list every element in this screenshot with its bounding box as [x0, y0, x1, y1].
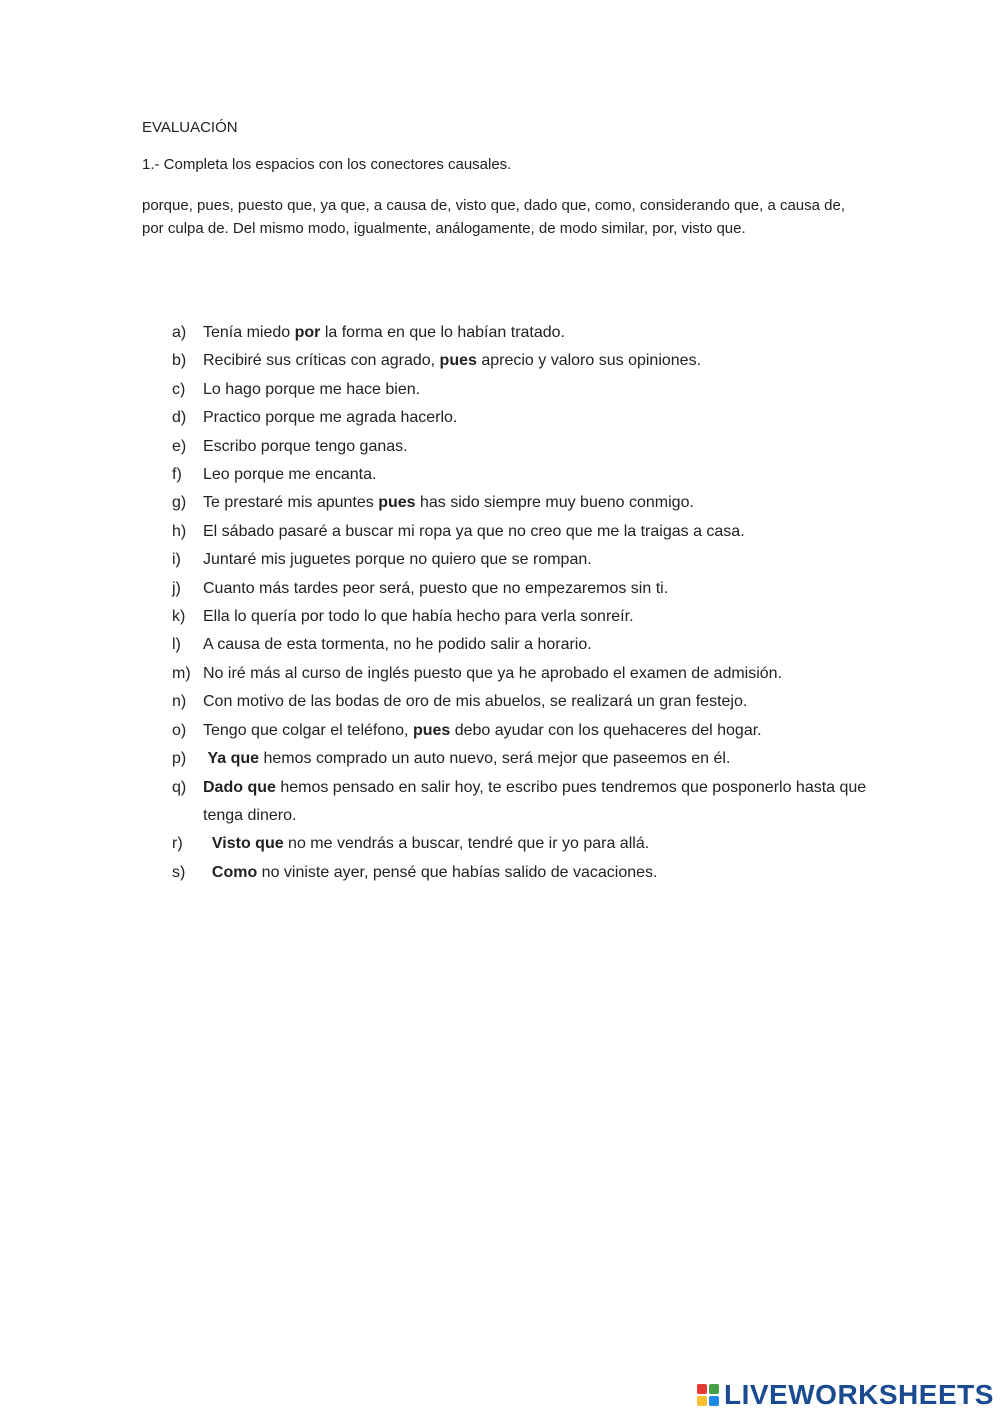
exercise-item — [172, 660, 872, 688]
item-label: h) — [172, 522, 187, 540]
sentence-end: aprecio y valoro sus opiniones. — [476, 352, 702, 370]
sentence-end: la forma en que lo habían tratado. — [320, 324, 565, 341]
item-sentence — [203, 319, 872, 347]
connector-answer: pues — [412, 721, 451, 739]
exercise-item — [172, 518, 872, 546]
item-label: g) — [172, 494, 187, 512]
exercise-item — [172, 774, 872, 831]
sentence-end: hemos comprado un auto nuevo, será mejor que paseemos en él. — [259, 750, 731, 768]
item-sentence — [203, 830, 872, 858]
item-label: n) — [172, 693, 187, 711]
connector-answer: Como — [211, 863, 258, 881]
logo-text: LIVEWORKSHEETS — [724, 1379, 994, 1410]
exercise-item — [172, 830, 872, 858]
connector-answer: Visto que — [211, 835, 284, 853]
item-label: a) — [172, 324, 187, 341]
item-label: d) — [172, 409, 187, 427]
exercise-item — [172, 404, 872, 432]
item-label: c) — [172, 380, 186, 398]
item-sentence — [203, 404, 872, 432]
sentence-end: debo ayudar con los quehaceres del hogar. — [450, 721, 762, 739]
exercise-item — [172, 575, 872, 603]
logo-square — [709, 1384, 719, 1394]
exercise-item — [172, 461, 872, 489]
sentence-start: A causa de esta tormenta, no he podido salir a horario. — [203, 636, 592, 654]
item-sentence — [203, 575, 872, 603]
exercise-item — [172, 603, 872, 631]
item-sentence — [203, 489, 872, 517]
connector-answer: por — [294, 324, 321, 341]
sentence-start: Recibiré sus críticas con agrado, — [203, 352, 440, 370]
logo-square — [697, 1384, 707, 1394]
item-sentence — [203, 859, 872, 887]
item-label: f) — [172, 466, 182, 484]
item-sentence — [203, 433, 872, 461]
exercise-item — [172, 347, 872, 375]
item-sentence — [203, 631, 872, 659]
logo-squares-icon — [697, 1384, 719, 1406]
logo-square — [697, 1396, 707, 1406]
exercise-item — [172, 631, 872, 659]
page-title: EVALUACIÓN — [142, 119, 238, 136]
sentence-start: Juntaré mis juguetes porque no quiero que se rompan. — [203, 551, 592, 569]
connector-word-bank: porque, pues, puesto que, ya que, a causa de, visto que, dado que, como, considerando que, a causa de, por culpa de. Del mismo modo, igualmente, análogamente, de modo similar, por, visto que. — [142, 197, 846, 237]
exercise-item — [172, 859, 872, 887]
item-sentence — [203, 603, 872, 631]
item-sentence — [203, 461, 872, 489]
sentence-start: Te prestaré mis apuntes — [203, 494, 379, 512]
item-sentence — [203, 546, 872, 574]
item-label: o) — [172, 721, 187, 739]
exercise-item — [172, 376, 872, 404]
item-sentence — [203, 660, 872, 688]
sentence-start: Lo hago porque me hace bien. — [203, 380, 421, 398]
item-label: m) — [172, 664, 191, 682]
exercise-item — [172, 489, 872, 517]
exercise-instruction: 1.- Completa los espacios con los conectores causales. — [142, 156, 512, 173]
item-sentence — [203, 347, 872, 375]
sentence-end: has sido siempre muy bueno conmigo. — [415, 494, 694, 512]
sentence-start: Escribo porque tengo ganas. — [203, 437, 408, 455]
sentence-start: Ella lo quería por todo lo que había hecho para verla sonreír. — [203, 608, 634, 626]
sentence-start: El sábado pasaré a buscar mi ropa ya que no creo que me la traigas a casa. — [203, 522, 745, 540]
item-sentence — [203, 688, 872, 716]
sentence-start: Practico porque me agrada hacerlo. — [203, 409, 458, 427]
sentence-start: No iré más al curso de inglés puesto que ya he aprobado el examen de admisión. — [203, 664, 783, 682]
sentence-start — [203, 864, 212, 881]
exercise-item — [172, 319, 872, 347]
sentence-end: no viniste ayer, pensé que habías salido de vacaciones. — [257, 863, 658, 881]
item-label: l) — [172, 636, 181, 654]
item-label: b) — [172, 352, 187, 370]
item-sentence — [203, 717, 872, 745]
sentence-start: Leo porque me encanta. — [203, 466, 377, 484]
exercise-item — [172, 688, 872, 716]
item-label: p) — [172, 750, 187, 768]
connector-answer: pues — [439, 352, 477, 370]
item-label: s) — [172, 863, 186, 881]
item-label: k) — [172, 608, 186, 626]
exercise-list — [172, 319, 872, 887]
sentence-start: Tengo que colgar el teléfono, — [203, 721, 413, 739]
connector-answer: Dado que — [203, 778, 276, 796]
logo-square — [709, 1396, 719, 1406]
item-label: r) — [172, 835, 183, 853]
sentence-end: no me vendrás a buscar, tendré que ir yo para allá. — [283, 835, 650, 853]
liveworksheets-logo — [697, 1380, 994, 1410]
sentence-start: Con motivo de las bodas de oro de mis abuelos, se realizará un gran festejo. — [203, 693, 748, 711]
sentence-end: hemos pensado en salir hoy, te escribo pues tendremos que posponerlo hasta que tenga dinero. — [203, 778, 871, 824]
exercise-item — [172, 546, 872, 574]
item-label: e) — [172, 437, 187, 455]
item-sentence — [203, 376, 872, 404]
exercise-item — [172, 433, 872, 461]
sentence-start: Tenía miedo — [203, 324, 295, 341]
item-label: i) — [172, 551, 181, 569]
item-sentence — [203, 745, 872, 773]
sentence-start: Cuanto más tardes peor será, puesto que no empezaremos sin ti. — [203, 579, 669, 597]
item-label: j) — [172, 579, 181, 597]
connector-answer: pues — [378, 494, 416, 512]
sentence-start — [203, 835, 212, 852]
exercise-item — [172, 745, 872, 773]
exercise-item — [172, 717, 872, 745]
item-label: q) — [172, 778, 187, 796]
connector-answer: Ya que — [207, 750, 260, 768]
item-sentence — [203, 774, 872, 831]
item-sentence — [203, 518, 872, 546]
